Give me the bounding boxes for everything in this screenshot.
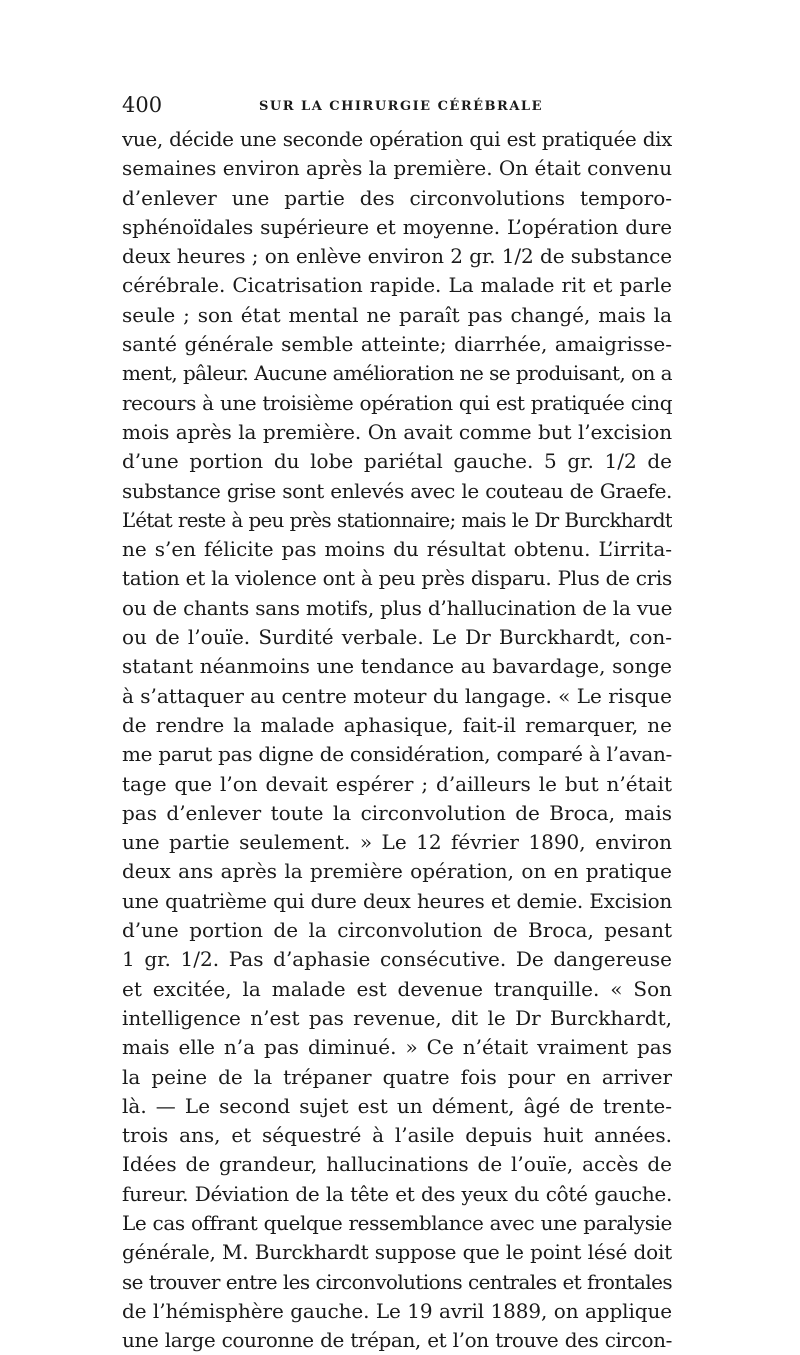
text-line: de l’hémisphère gauche. Le 19 avril 1889, on applique (122, 1298, 672, 1323)
text-line: mois après la première. On avait comme but l’excision (122, 419, 672, 444)
text-line: tation et la violence ont à peu près disparu. Plus de cris (122, 566, 672, 591)
text-line: ne s’en félicite pas moins du résultat obtenu. L’irrita- (122, 537, 672, 562)
page-number: 400 (122, 93, 163, 117)
text-line: ou de chants sans motifs, plus d’hallucination de la vue (122, 595, 672, 620)
text-line: substance grise sont enlevés avec le couteau de Graefe. (122, 478, 672, 503)
text-line: se trouver entre les circonvolutions centrales et frontales (122, 1269, 672, 1294)
text-line: générale, M. Burckhardt suppose que le point lésé doit (122, 1240, 672, 1265)
running-title: SUR LA CHIRURGIE CÉRÉBRALE (259, 99, 543, 114)
text-line: santé générale semble atteinte; diarrhée, amaigrisse- (122, 332, 672, 357)
text-line: de rendre la malade aphasique, fait-il remarquer, ne (122, 712, 672, 737)
text-line: deux heures ; on enlève environ 2 gr. 1/2 de substance (122, 244, 672, 269)
text-line: trois ans, et séquestré à l’asile depuis huit années. (122, 1123, 672, 1148)
text-line: fureur. Déviation de la tête et des yeux du côté gauche. (122, 1181, 672, 1206)
text-line: là. — Le second sujet est un dément, âgé de trente- (122, 1093, 672, 1118)
text-line: d’une portion du lobe pariétal gauche. 5 gr. 1/2 de (122, 449, 672, 474)
text-line: Le cas offrant quelque ressemblance avec une paralysie (122, 1210, 672, 1235)
text-line: ment, pâleur. Aucune amélioration ne se produisant, on a (122, 361, 672, 386)
text-line: d’une portion de la circonvolution de Broca, pesant (122, 918, 672, 943)
text-line: d’enlever une partie des circonvolutions temporo- (122, 185, 672, 210)
text-line: statant néanmoins une tendance au bavardage, songe (122, 654, 672, 679)
text-line: recours à une troisième opération qui est pratiquée cinq (122, 390, 672, 415)
text-line: seule ; son état mental ne paraît pas changé, mais la (122, 302, 672, 327)
text-line: la peine de la trépaner quatre fois pour en arriver (122, 1064, 672, 1089)
text-line: L’état reste à peu près stationnaire; mais le Dr Burckhardt (122, 507, 672, 532)
text-line: me parut pas digne de considération, comparé à l’avan- (122, 742, 672, 767)
text-line: Idées de grandeur, hallucinations de l’ouïe, accès de (122, 1152, 672, 1177)
text-line: mais elle n’a pas diminué. » Ce n’était vraiment pas (122, 1035, 672, 1060)
text-line: et excitée, la malade est devenue tranquille. « Son (122, 976, 672, 1001)
text-line: intelligence n’est pas revenue, dit le Dr Burckhardt, (122, 1005, 672, 1030)
text-line: ou de l’ouïe. Surdité verbale. Le Dr Burckhardt, con- (122, 625, 672, 650)
text-line: pas d’enlever toute la circonvolution de Broca, mais (122, 800, 672, 825)
text-line: sphénoïdales supérieure et moyenne. L’opération dure (122, 214, 672, 239)
text-line: deux ans après la première opération, on en pratique (122, 859, 672, 884)
text-line: 1 gr. 1/2. Pas d’aphasie consécutive. De dangereuse (122, 947, 672, 972)
running-head (122, 90, 672, 120)
body-text (122, 125, 672, 1355)
text-line: une quatrième qui dure deux heures et demie. Excision (122, 888, 672, 913)
text-line: vue, décide une seconde opération qui est pratiquée dix (122, 127, 672, 151)
text-line: une partie seulement. » Le 12 février 1890, environ (122, 830, 672, 855)
text-line: tage que l’on devait espérer ; d’ailleurs le but n’était (122, 771, 672, 796)
text-line: semaines environ après la première. On était convenu (122, 156, 672, 181)
text-line: cérébrale. Cicatrisation rapide. La malade rit et parle (122, 273, 672, 298)
text-line: à s’attaquer au centre moteur du langage. « Le risque (122, 683, 672, 708)
text-line: une large couronne de trépan, et l’on trouve des circon- (122, 1328, 672, 1353)
